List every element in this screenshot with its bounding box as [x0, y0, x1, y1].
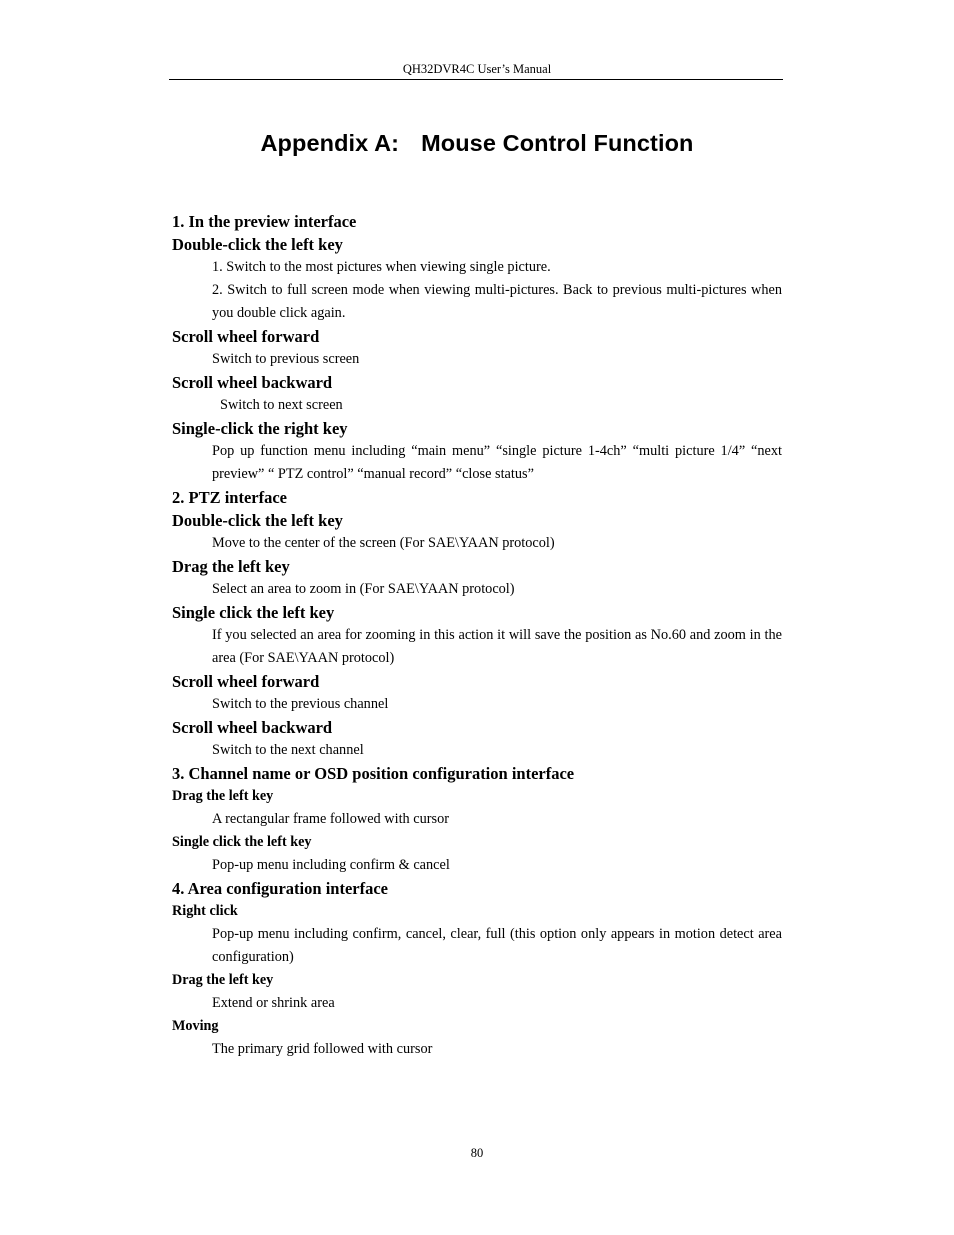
- item-description: A rectangular frame followed with cursor: [212, 811, 450, 827]
- item-title: Drag the left key: [172, 972, 274, 988]
- item-title: Scroll wheel forward: [172, 327, 320, 346]
- page-content: [172, 210, 782, 1061]
- item-description: Pop-up menu including confirm, cancel, clear, full (this option only appears in motion detect area configuration): [212, 926, 782, 965]
- item-description: Switch to next screen: [220, 397, 343, 413]
- item-title: Single click the left key: [172, 834, 312, 850]
- section-heading: 3. Channel name or OSD position configuration interface: [172, 764, 575, 783]
- item-description: Switch to previous screen: [212, 351, 360, 367]
- running-header: QH32DVR4C User’s Manual: [402, 62, 552, 76]
- item-title: Double-click the left key: [172, 235, 343, 254]
- item-title: Single-click the right key: [172, 419, 348, 438]
- item-title: Drag the left key: [172, 557, 290, 576]
- item-description: Pop-up menu including confirm & cancel: [212, 857, 450, 873]
- page-title: [0, 130, 954, 157]
- item-description: If you selected an area for zooming in this action it will save the position as No.60 and zoom in the area (For SAE\YAAN protocol): [212, 627, 782, 666]
- header-divider: [169, 79, 783, 80]
- item-description: Select an area to zoom in (For SAE\YAAN protocol): [212, 581, 515, 597]
- section-heading: 1. In the preview interface: [172, 212, 357, 231]
- item-title: Single click the left key: [172, 603, 335, 622]
- section-heading: 4. Area configuration interface: [172, 879, 388, 898]
- item-title: Scroll wheel forward: [172, 672, 320, 691]
- item-description: Move to the center of the screen (For SAE\YAAN protocol): [212, 535, 555, 551]
- item-description: Pop up function menu including “main menu” “single picture 1-4ch” “multi picture 1/4” “next preview” “ PTZ control” “manual record” “close status”: [212, 443, 782, 482]
- section-heading: 2. PTZ interface: [172, 488, 288, 507]
- item-title: Scroll wheel backward: [172, 718, 333, 737]
- item-description: Switch to the next channel: [212, 742, 364, 758]
- item-title: Drag the left key: [172, 788, 274, 804]
- item-title: Moving: [172, 1018, 219, 1034]
- page-number: 80: [470, 1146, 484, 1160]
- item-description: 1. Switch to the most pictures when viewing single picture.: [212, 259, 551, 275]
- item-title: Double-click the left key: [172, 511, 343, 530]
- title-text: Mouse Control Function: [421, 130, 694, 156]
- item-description: Extend or shrink area: [212, 995, 335, 1011]
- title-label: Appendix A:: [260, 130, 400, 156]
- item-title: Scroll wheel backward: [172, 373, 333, 392]
- item-title: Right click: [172, 903, 238, 919]
- item-description: The primary grid followed with cursor: [212, 1041, 433, 1057]
- item-description: Switch to the previous channel: [212, 696, 389, 712]
- item-description: 2. Switch to full screen mode when viewing multi-pictures. Back to previous multi-pictures when you double click again.: [212, 282, 782, 321]
